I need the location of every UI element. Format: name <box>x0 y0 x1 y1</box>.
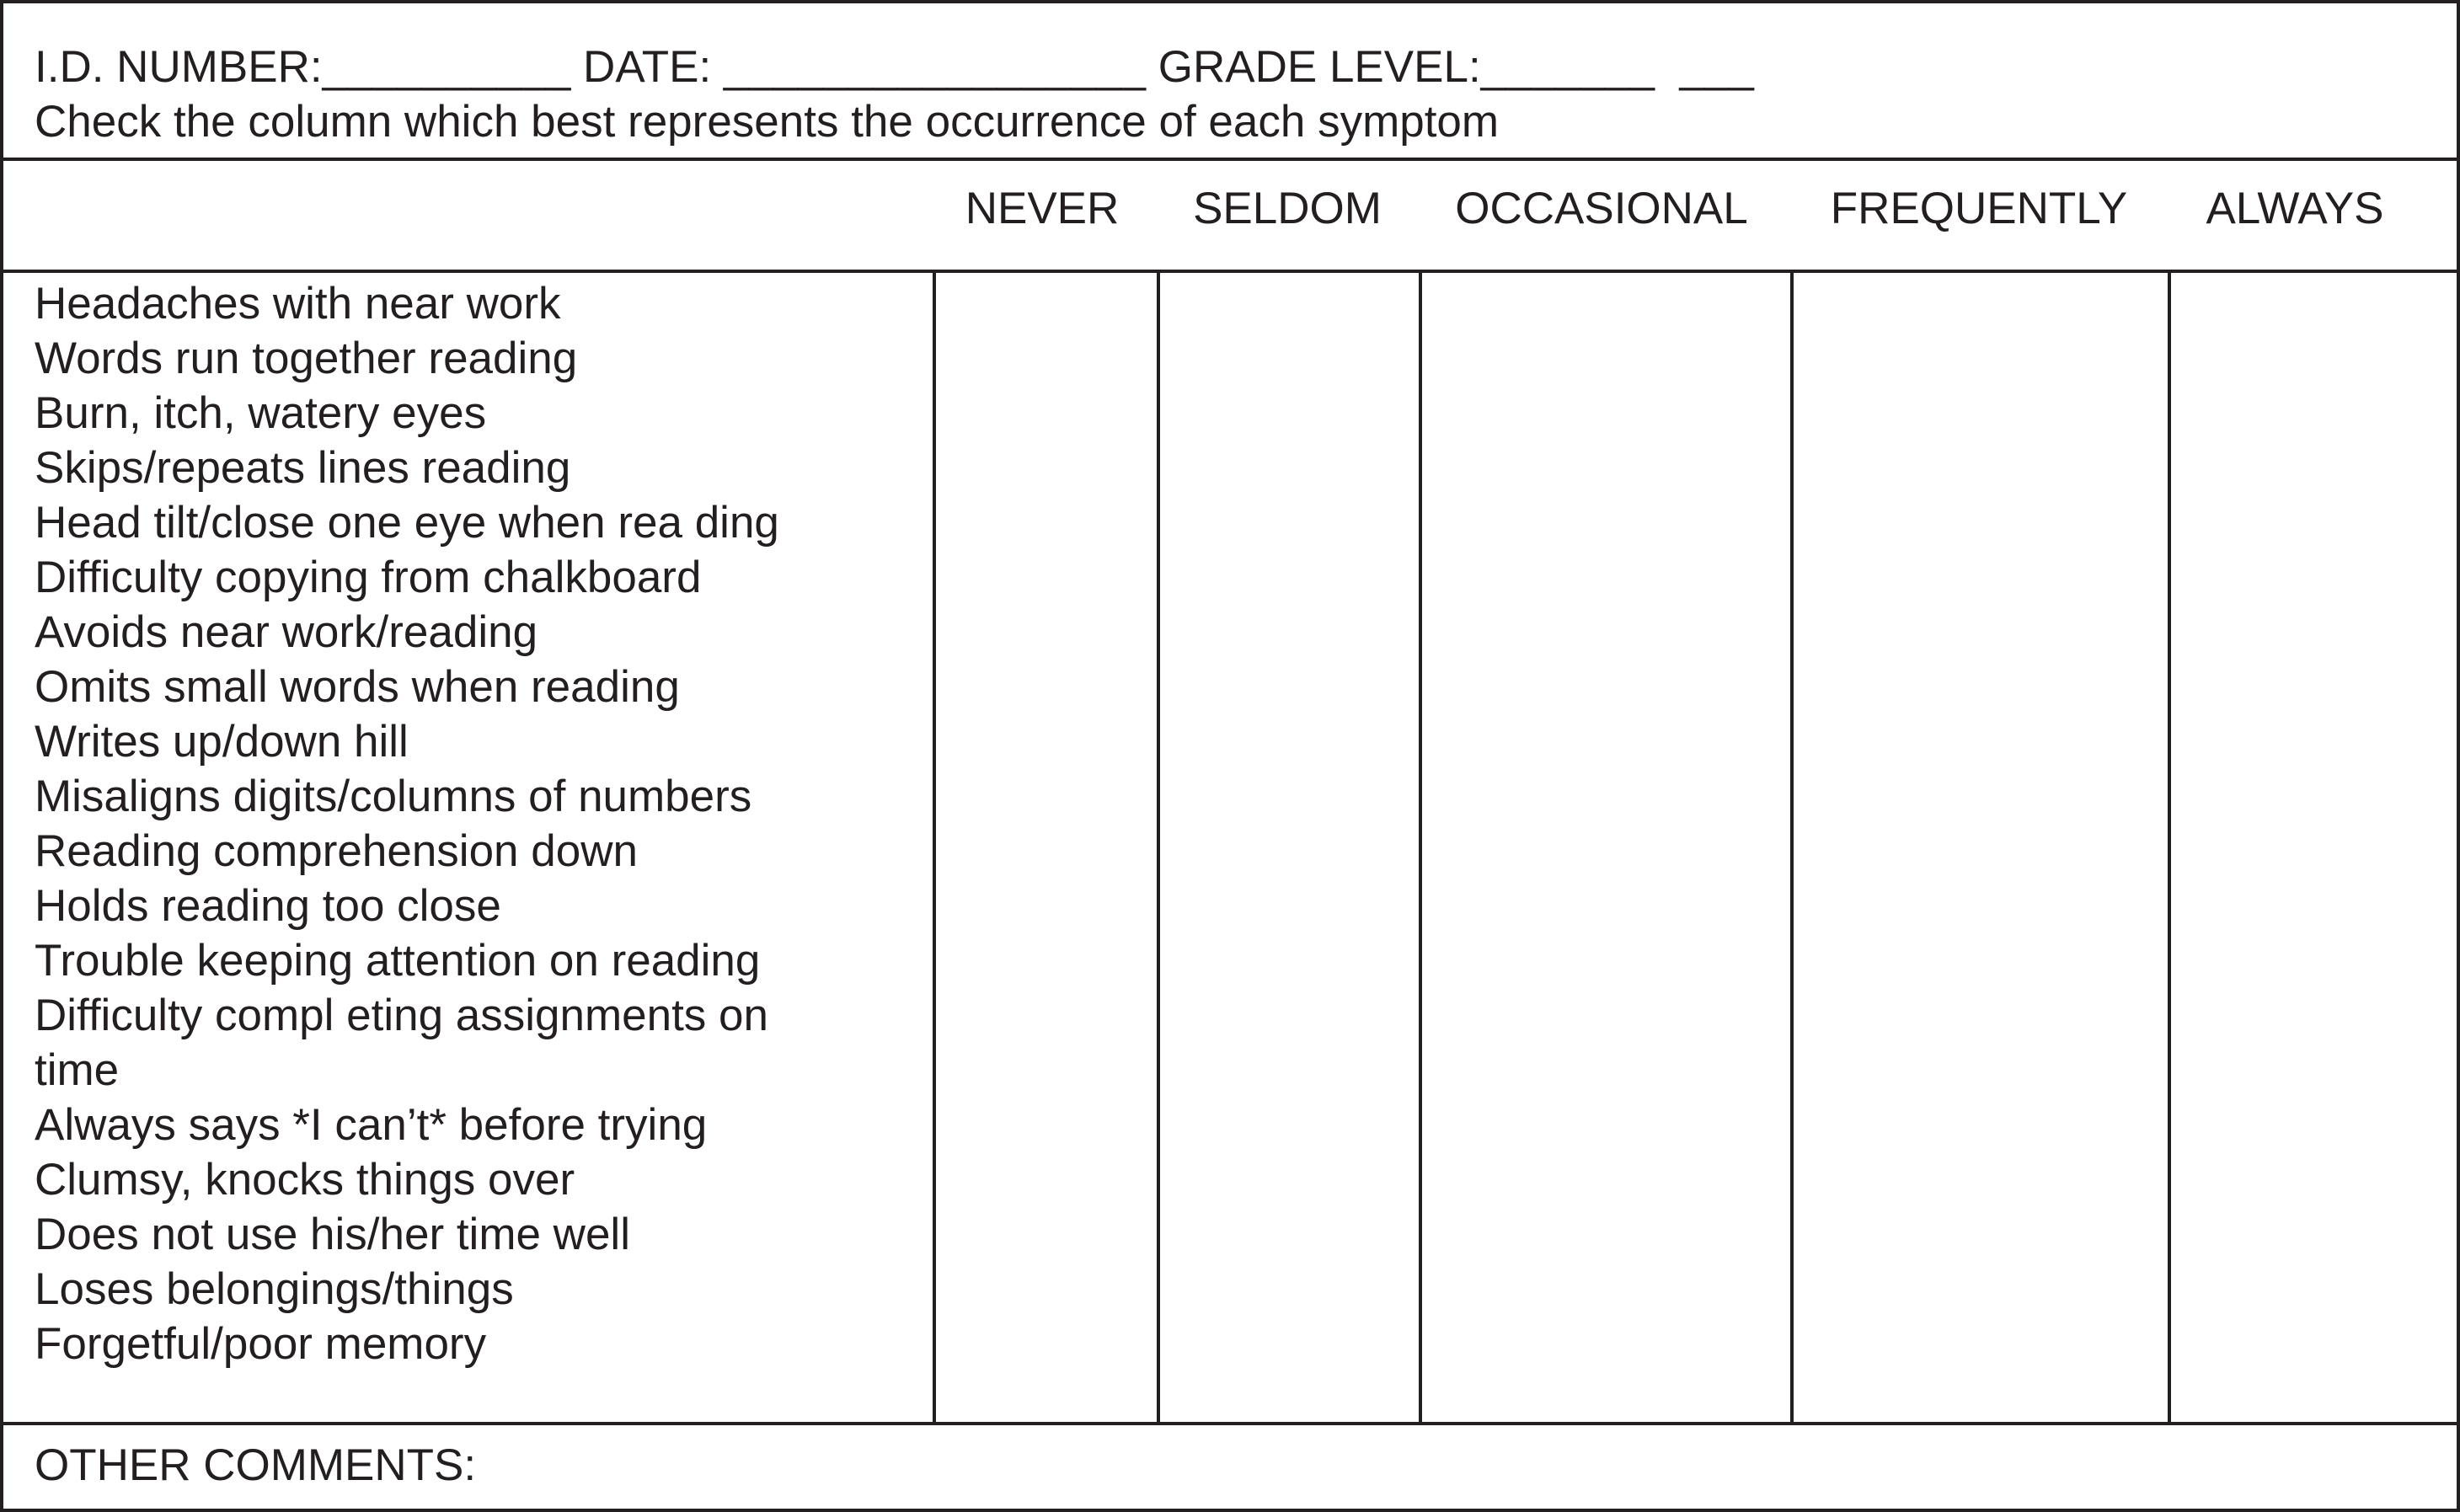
id-date-grade-line: I.D. NUMBER:__________ DATE: _________________ GRADE LEVEL:_______ ___ <box>35 42 1754 92</box>
symptom-item: Headaches with near work <box>35 279 561 329</box>
symptom-item: Does not use his/her time well <box>35 1210 630 1259</box>
instructions-text: Check the column which best represents the occurrence of each symptom <box>35 97 1500 147</box>
column-header-always: ALWAYS <box>2206 184 2384 233</box>
header-divider <box>3 158 2457 161</box>
symptom-item: Skips/repeats lines reading <box>35 443 571 493</box>
never-check-column[interactable] <box>936 275 1157 1423</box>
column-header-divider <box>3 270 2457 273</box>
column-header-seldom: SELDOM <box>1193 184 1382 233</box>
symptom-item: Holds reading too close <box>35 881 501 931</box>
symptom-item: Omits small words when reading <box>35 662 680 712</box>
symptom-item: Trouble keeping attention on reading <box>35 936 761 986</box>
always-check-column[interactable] <box>2171 275 2457 1423</box>
other-comments-label: OTHER COMMENTS: <box>35 1440 477 1490</box>
symptom-item: Forgetful/poor memory <box>35 1319 487 1369</box>
symptom-item: Words run together reading <box>35 334 578 383</box>
occasional-check-column[interactable] <box>1422 275 1790 1423</box>
symptom-item: Burn, itch, watery eyes <box>35 388 487 438</box>
symptom-item: Writes up/down hill <box>35 717 409 767</box>
symptom-item: Loses belongings/things <box>35 1264 514 1314</box>
frequently-check-column[interactable] <box>1794 275 2168 1423</box>
symptom-item: Reading comprehension down <box>35 826 638 876</box>
symptom-item: Always says *I can’t* before trying <box>35 1100 708 1150</box>
symptom-item: Difficulty copying from chalkboard <box>35 553 702 602</box>
symptom-list <box>35 276 911 1371</box>
symptom-item: Difficulty compl eting assignments on <box>35 991 768 1040</box>
symptom-item: time <box>35 1045 120 1095</box>
column-header-never: NEVER <box>965 184 1120 233</box>
symptom-item: Avoids near work/reading <box>35 607 538 657</box>
symptom-item: Head tilt/close one eye when rea ding <box>35 498 779 548</box>
symptom-item: Misaligns digits/columns of numbers <box>35 772 752 821</box>
symptom-item: Clumsy, knocks things over <box>35 1155 575 1205</box>
seldom-check-column[interactable] <box>1160 275 1419 1423</box>
column-header-frequently: FREQUENTLY <box>1830 184 2128 233</box>
column-header-occasional: OCCASIONAL <box>1455 184 1748 233</box>
